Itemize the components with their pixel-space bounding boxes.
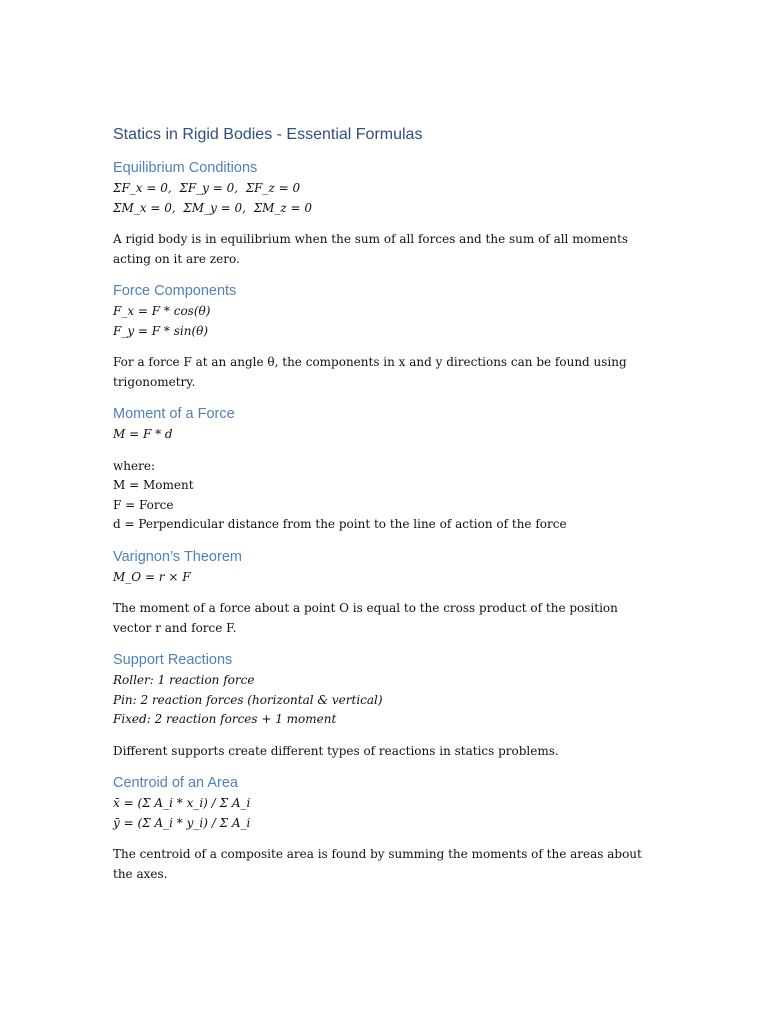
definition-line: M = Moment [113, 478, 194, 492]
formula-block-centroid [113, 794, 658, 833]
section-centroid [113, 773, 658, 884]
document-page [113, 118, 658, 896]
formula-line: M_O = r × F [113, 569, 191, 584]
section-heading-moment: Moment of a Force [113, 406, 235, 422]
formula-line: F_x = F * cos(θ) [113, 304, 211, 318]
section-heading-equilibrium: Equilibrium Conditions [113, 160, 258, 176]
formula-line: M = F * d [113, 427, 173, 441]
section-equilibrium [113, 158, 658, 269]
formula-line: ȳ = (Σ A_i * y_i) / Σ A_i [113, 815, 251, 830]
definition-list-moment [113, 457, 658, 535]
section-heading-supports: Support Reactions [113, 652, 233, 668]
definition-line: d = Perpendicular distance from the point to the line of action of the force [113, 517, 567, 531]
formula-line: F_y = F * sin(θ) [113, 323, 209, 338]
formula-block-moment [113, 425, 658, 445]
section-varignon [113, 547, 658, 639]
section-heading-varignon: Varignon’s Theorem [113, 548, 242, 565]
section-description-centroid: The centroid of a composite area is found by summing the moments of the areas about the axes. [113, 847, 642, 881]
formula-line: ΣM_x = 0, ΣM_y = 0, ΣM_z = 0 [113, 200, 313, 215]
section-supports [113, 650, 658, 761]
definition-line: F = Force [113, 497, 174, 512]
formula-line: Fixed: 2 reaction forces + 1 moment [113, 712, 337, 726]
section-heading-force-components: Force Components [113, 283, 237, 299]
section-description-force-components: For a force F at an angle θ, the components in x and y directions can be found using trigonometry. [113, 355, 627, 389]
section-heading-centroid: Centroid of an Area [113, 775, 238, 791]
section-description-varignon: The moment of a force about a point O is equal to the cross product of the position vector r and force F. [113, 601, 618, 635]
section-moment [113, 404, 658, 535]
formula-block-supports [113, 671, 658, 730]
formula-line: ΣF_x = 0, ΣF_y = 0, ΣF_z = 0 [113, 181, 301, 195]
document-title: Statics in Rigid Bodies - Essential Formulas [113, 126, 423, 143]
section-force-components [113, 281, 658, 392]
definition-line: where: [113, 458, 155, 473]
formula-line: Roller: 1 reaction force [113, 673, 255, 687]
section-description-supports: Different supports create different types of reactions in statics problems. [113, 743, 559, 758]
formula-line: Pin: 2 reaction forces (horizontal & vertical) [113, 692, 383, 707]
formula-line: x̄ = (Σ A_i * x_i) / Σ A_i [113, 796, 251, 810]
section-description-equilibrium: A rigid body is in equilibrium when the sum of all forces and the sum of all moments acting on it are zero. [113, 232, 629, 266]
formula-block-force-components [113, 302, 658, 341]
formula-block-varignon [113, 568, 658, 588]
formula-block-equilibrium [113, 179, 658, 218]
